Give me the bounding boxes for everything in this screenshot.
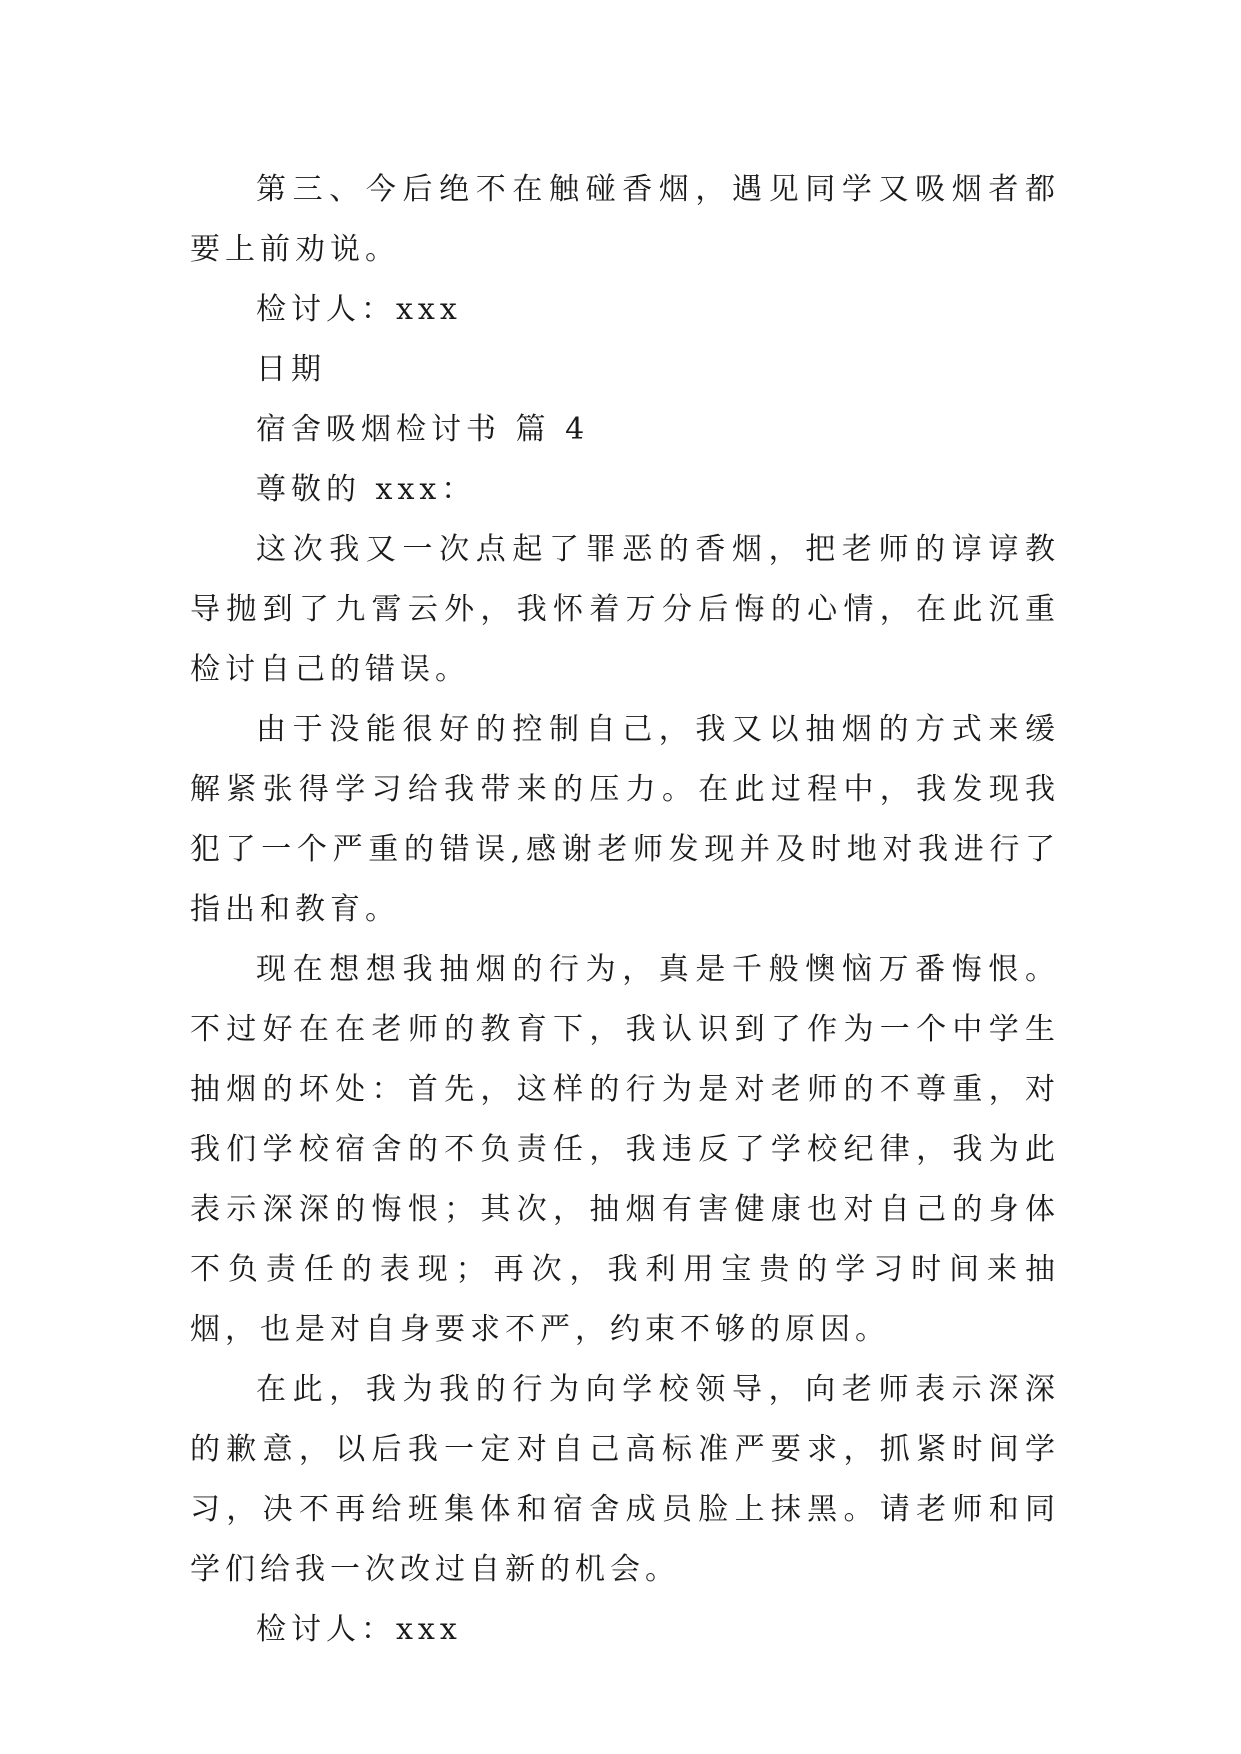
date-line: 日期 xyxy=(256,352,326,387)
paragraph-reflection: 现在想想我抽烟的行为，真是千般懊恼万番悔恨。不过好在在老师的教育下，我认识到了作为一个中学生抽烟的坏处：首先，这样的行为是对老师的不尊重，对我们学校宿舍的不负责任，我违反了学校纪律，我为此表示深深的悔恨；其次，抽烟有害健康也对自己的身体不负责任的表现；再次，我利用宝贵的学习时间来抽烟，也是对自身要求不严，约束不够的原因。 xyxy=(190,952,1060,1347)
signature-line-2: 检讨人：xxx xyxy=(256,1612,462,1647)
signature-line: 检讨人：xxx xyxy=(256,292,462,327)
paragraph-apology: 在此，我为我的行为向学校领导，向老师表示深深的歉意，以后我一定对自己高标准严要求，抓紧时间学习，决不再给班集体和宿舍成员脸上抹黑。请老师和同学们给我一次改过自新的机会。 xyxy=(190,1372,1060,1587)
paragraph-reason: 由于没能很好的控制自己，我又以抽烟的方式来缓解紧张得学习给我带来的压力。在此过程中，我发现我犯了一个严重的错误,感谢老师发现并及时地对我进行了指出和教育。 xyxy=(190,712,1060,927)
document-body xyxy=(190,160,1060,1660)
paragraph-opening: 这次我又一次点起了罪恶的香烟，把老师的谆谆教导抛到了九霄云外，我怀着万分后悔的心情，在此沉重检讨自己的错误。 xyxy=(190,532,1060,687)
paragraph-resolution-three: 第三、今后绝不在触碰香烟，遇见同学又吸烟者都要上前劝说。 xyxy=(190,172,1060,267)
salutation: 尊敬的 xxx： xyxy=(256,472,477,507)
section-heading: 宿舍吸烟检讨书 篇 4 xyxy=(256,412,590,447)
